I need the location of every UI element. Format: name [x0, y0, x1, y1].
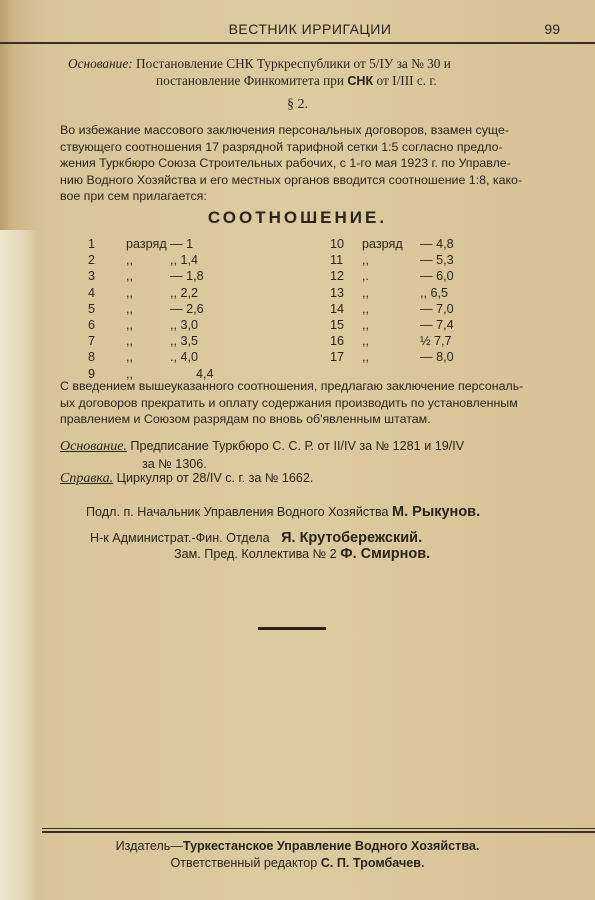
grade-word: ,,	[362, 253, 369, 268]
basis-top-line2	[68, 73, 568, 90]
paragraph-line: жения Туркбюро Союза Строительных рабочих, с 1-го мая 1923 г. по Управле-	[60, 156, 511, 171]
grade-word: ,.	[362, 269, 369, 284]
grade-number: 3	[88, 269, 96, 284]
running-title: ВЕСТНИК ИРРИГАЦИИ	[228, 21, 392, 37]
basis-top-line1: Постановление СНК Туркреспублики от 5/IУ за № 30 и	[135, 56, 451, 71]
grade-number: 14	[330, 301, 345, 316]
closing-paragraph	[60, 378, 560, 428]
grade-word: ,,	[362, 334, 369, 349]
grade-word: ,,	[126, 269, 133, 284]
grade-value: — 7,4	[420, 318, 454, 333]
grade-word: ,,	[126, 285, 133, 300]
ratio-row	[88, 236, 266, 252]
signature-name: Ф. Смирнов.	[340, 546, 431, 562]
grade-value: — 8,0	[420, 350, 454, 365]
ratio-row	[88, 333, 266, 349]
ratio-row	[330, 285, 490, 301]
paragraph-line: вое при сем прилагается:	[60, 189, 207, 204]
ratio-title: СООТНОШЕНИЕ.	[207, 208, 388, 227]
ratio-row	[330, 301, 490, 317]
signature-role: Зам. Пред. Коллектива № 2	[174, 547, 337, 561]
basis-top	[68, 56, 568, 89]
grade-value: ,, 2,2	[170, 285, 199, 300]
grade-number: 10	[330, 237, 345, 251]
grade-number: 16	[330, 334, 345, 349]
grade-word: ,,	[126, 253, 133, 268]
end-rule	[258, 627, 326, 630]
grade-number: 11	[330, 253, 344, 268]
grade-word: ,,	[362, 350, 369, 365]
grade-number: 7	[88, 334, 96, 349]
ratio-row	[330, 252, 490, 268]
grade-number: 15	[330, 318, 345, 333]
binding-shadow	[0, 230, 38, 900]
grade-word: ,,	[126, 366, 133, 381]
signature-role: Подл. п. Начальник Управления Водного Хозяйства	[86, 505, 389, 519]
grade-value: 4,4	[196, 366, 214, 381]
paragraph-line: нию Водного Хозяйства и его местных органов вводится соотношение 1:8, како-	[60, 172, 523, 187]
grade-number: 13	[330, 285, 345, 300]
grade-number: 9	[88, 366, 96, 381]
grade-number: 2	[88, 253, 96, 268]
section-mark: § 2.	[287, 97, 308, 112]
editor-label: Ответственный редактор	[170, 856, 318, 870]
editor-line	[0, 855, 595, 872]
grade-word: ,,	[126, 318, 133, 333]
page-header	[0, 18, 595, 42]
signature-1	[86, 504, 480, 520]
reference-text: Циркуляр от 28/IV с. г. за № 1662.	[116, 471, 314, 485]
grade-word: ,,	[126, 350, 133, 365]
ratio-row	[88, 285, 266, 301]
ratio-row	[88, 301, 266, 317]
publisher-name: Туркестанское Управление Водного Хозяйства.	[182, 839, 480, 853]
ratio-row	[88, 252, 266, 268]
grade-value: ½ 7,7	[420, 334, 452, 349]
closing-line: правлением и Союзом разрядам по вновь об'явленным штатам.	[60, 412, 431, 427]
footer-rule	[42, 828, 595, 829]
grade-value: ., 4,0	[170, 350, 199, 365]
grade-word: ,,	[362, 285, 369, 300]
grade-number: 12	[330, 269, 345, 284]
grade-value: — 1,8	[170, 269, 204, 284]
ratio-row	[330, 349, 490, 365]
ratio-row	[330, 236, 490, 252]
publisher-line	[0, 838, 595, 855]
grade-word: ,,	[362, 301, 369, 316]
header-rule	[0, 42, 595, 44]
grade-value: — 4,8	[420, 237, 454, 251]
paragraph-line: Во избежание массового заключения персональных договоров, взамен суще-	[60, 123, 509, 137]
grade-number: 8	[88, 350, 96, 365]
publisher-label: Издатель—	[115, 839, 183, 853]
main-paragraph	[60, 122, 560, 205]
grade-number: 5	[88, 301, 96, 316]
grade-value: ,, 3,5	[170, 334, 199, 349]
closing-line: ых договоров прекратить и оплату содержания производить по установленным	[60, 395, 518, 410]
imprint-footer	[0, 838, 595, 872]
ratio-row	[88, 349, 266, 365]
signature-name: М. Рыкунов.	[392, 504, 481, 520]
grade-number: 6	[88, 318, 96, 333]
grade-value: ,, 6,5	[420, 285, 449, 300]
basis-bottom-line1: Предписание Туркбюро С. С. Р. от II/IV за № 1281 и 19/IV	[130, 439, 465, 453]
grade-word: ,,	[362, 318, 369, 333]
ratio-row	[330, 333, 490, 349]
grade-value: — 7,0	[420, 301, 454, 316]
ratio-row	[88, 317, 266, 333]
grade-number: 4	[88, 285, 96, 300]
editor-name: С. П. Тромбачев.	[320, 856, 425, 870]
page-number: 99	[544, 21, 560, 37]
grade-value: — 5,3	[420, 253, 454, 268]
grade-number: 17	[330, 350, 345, 365]
ratio-column-right	[330, 236, 490, 366]
signature-name: Я. Крутобережский.	[281, 530, 423, 546]
signature-role: Н-к Администрат.-Фин. Отдела	[90, 531, 270, 545]
closing-line: С введением вышеуказанного соотношения, предлагаю заключение персональ-	[60, 379, 524, 393]
basis-top-line2-a: постановление Финкомитета при	[156, 72, 344, 88]
ratio-row	[330, 268, 490, 284]
ratio-column-left	[88, 236, 266, 382]
paragraph-line: ствующего соотношения 17 разрядной тарифной сетки 1:5 согласно предло-	[60, 139, 503, 154]
grade-value: — 6,0	[420, 269, 454, 284]
reference	[60, 470, 560, 488]
grade-word: ,,	[126, 301, 133, 316]
grade-word: разряд	[126, 237, 167, 251]
basis-bottom	[60, 438, 560, 472]
grade-value: — 1	[170, 237, 194, 251]
grade-value: ,, 3,0	[170, 318, 199, 333]
basis-bottom-line2: за № 1306.	[142, 456, 207, 471]
grade-word: ,,	[126, 334, 133, 349]
ratio-row	[88, 268, 266, 284]
signature-2	[90, 530, 422, 546]
ratio-row	[330, 317, 490, 333]
grade-value: ,, 1,4	[170, 253, 199, 268]
reference-label: Справка.	[60, 471, 114, 486]
basis-top-label: Основание:	[68, 56, 133, 71]
grade-word: разряд	[362, 237, 403, 251]
grade-value: — 2,6	[170, 301, 204, 316]
grade-number: 1	[88, 237, 96, 251]
signature-3	[174, 546, 430, 562]
basis-top-line2-c: от I/III с. г.	[376, 72, 437, 88]
basis-top-line2-b: СНК	[347, 73, 374, 88]
footer-rule	[42, 831, 595, 833]
basis-bottom-label: Основание.	[60, 439, 127, 454]
